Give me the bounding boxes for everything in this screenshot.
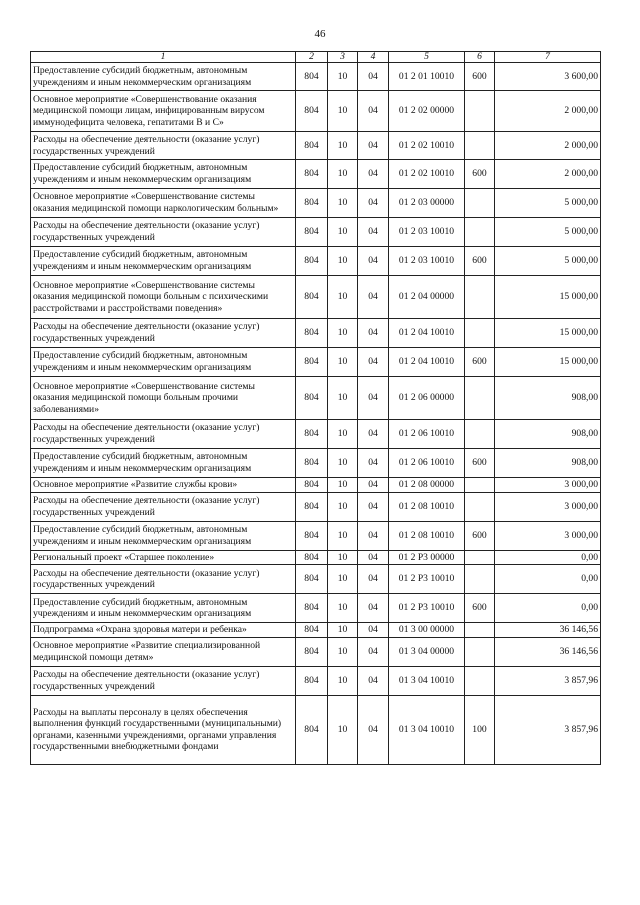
row-amount: 3 000,00 xyxy=(495,521,601,550)
row-code-subsection: 04 xyxy=(358,594,389,623)
row-code-subsection: 04 xyxy=(358,276,389,319)
row-code-target: 01 2 06 10010 xyxy=(389,420,465,449)
row-code-expense-type xyxy=(465,319,495,348)
row-code-target: 01 3 04 10010 xyxy=(389,666,465,695)
row-code-ministry: 804 xyxy=(296,449,328,478)
row-code-section: 10 xyxy=(328,449,358,478)
table-row xyxy=(31,91,601,132)
row-code-expense-type: 600 xyxy=(465,160,495,189)
row-description: Основное мероприятие «Развитие специализированной медицинской помощи детям» xyxy=(31,637,296,666)
page-number: 46 xyxy=(314,28,326,40)
row-amount: 2 000,00 xyxy=(495,132,601,160)
row-code-ministry: 804 xyxy=(296,492,328,521)
row-code-expense-type: 600 xyxy=(465,521,495,550)
row-code-section: 10 xyxy=(328,521,358,550)
row-amount: 3 857,96 xyxy=(495,695,601,764)
table-row xyxy=(31,276,601,319)
row-amount: 3 857,96 xyxy=(495,666,601,695)
row-amount: 5 000,00 xyxy=(495,218,601,247)
header-cell: 4 xyxy=(358,52,389,63)
row-code-subsection: 04 xyxy=(358,377,389,420)
row-amount: 908,00 xyxy=(495,377,601,420)
row-code-target: 01 3 04 00000 xyxy=(389,637,465,666)
row-amount: 3 000,00 xyxy=(495,492,601,521)
table-row xyxy=(31,637,601,666)
row-code-ministry: 804 xyxy=(296,521,328,550)
header-cell: 6 xyxy=(465,52,495,63)
row-code-expense-type xyxy=(465,132,495,160)
row-code-section: 10 xyxy=(328,623,358,638)
row-description: Расходы на обеспечение деятельности (оказание услуг) государственных учреждений xyxy=(31,666,296,695)
row-code-expense-type xyxy=(465,276,495,319)
row-code-target: 01 2 03 10010 xyxy=(389,218,465,247)
row-code-ministry: 804 xyxy=(296,420,328,449)
row-description: Расходы на выплаты персоналу в целях обеспечения выполнения функций государственными (муниципальными) органами, казенными учреждениями, органами управления государственными внебюджетными фондами xyxy=(31,695,296,764)
row-amount: 15 000,00 xyxy=(495,319,601,348)
row-code-expense-type: 100 xyxy=(465,695,495,764)
row-code-expense-type xyxy=(465,189,495,218)
row-code-target: 01 2 06 00000 xyxy=(389,377,465,420)
row-code-subsection: 04 xyxy=(358,449,389,478)
row-code-ministry: 804 xyxy=(296,348,328,377)
table-row xyxy=(31,521,601,550)
row-code-subsection: 04 xyxy=(358,247,389,276)
row-code-section: 10 xyxy=(328,348,358,377)
row-description: Основное мероприятие «Совершенствование системы оказания медицинской помощи наркологическим больным» xyxy=(31,189,296,218)
row-description: Расходы на обеспечение деятельности (оказание услуг) государственных учреждений xyxy=(31,492,296,521)
header-cell: 2 xyxy=(296,52,328,63)
row-code-ministry: 804 xyxy=(296,478,328,493)
table-row xyxy=(31,492,601,521)
row-code-ministry: 804 xyxy=(296,276,328,319)
row-description: Основное мероприятие «Совершенствование системы оказания медицинской помощи больным с психическими расстройствами и расстройствами поведения» xyxy=(31,276,296,319)
row-code-subsection: 04 xyxy=(358,550,389,565)
row-code-subsection: 04 xyxy=(358,91,389,132)
row-description: Основное мероприятие «Совершенствование оказания медицинской помощи лицам, инфицированным вирусом иммунодефицита человека, гепатитами В и С» xyxy=(31,91,296,132)
row-code-subsection: 04 xyxy=(358,478,389,493)
row-code-subsection: 04 xyxy=(358,637,389,666)
row-code-subsection: 04 xyxy=(358,189,389,218)
row-code-ministry: 804 xyxy=(296,91,328,132)
table-row xyxy=(31,348,601,377)
row-code-ministry: 804 xyxy=(296,160,328,189)
row-code-subsection: 04 xyxy=(358,348,389,377)
row-code-expense-type: 600 xyxy=(465,63,495,91)
row-description: Предоставление субсидий бюджетным, автономным учреждениям и иным некоммерческим организациям xyxy=(31,160,296,189)
row-code-expense-type xyxy=(465,478,495,493)
row-code-section: 10 xyxy=(328,91,358,132)
row-description: Основное мероприятие «Развитие службы крови» xyxy=(31,478,296,493)
header-cell: 5 xyxy=(389,52,465,63)
row-code-expense-type xyxy=(465,377,495,420)
row-amount: 15 000,00 xyxy=(495,348,601,377)
row-amount: 3 600,00 xyxy=(495,63,601,91)
table-row xyxy=(31,449,601,478)
row-amount: 3 000,00 xyxy=(495,478,601,493)
row-code-subsection: 04 xyxy=(358,420,389,449)
table-row xyxy=(31,478,601,493)
row-description: Расходы на обеспечение деятельности (оказание услуг) государственных учреждений xyxy=(31,420,296,449)
row-code-expense-type xyxy=(465,218,495,247)
row-code-target: 01 2 08 10010 xyxy=(389,521,465,550)
row-code-ministry: 804 xyxy=(296,594,328,623)
row-code-target: 01 3 04 10010 xyxy=(389,695,465,764)
row-code-target: 01 2 08 00000 xyxy=(389,478,465,493)
row-description: Расходы на обеспечение деятельности (оказание услуг) государственных учреждений xyxy=(31,319,296,348)
row-description: Предоставление субсидий бюджетным, автономным учреждениям и иным некоммерческим организациям xyxy=(31,594,296,623)
row-code-ministry: 804 xyxy=(296,189,328,218)
row-code-section: 10 xyxy=(328,189,358,218)
row-amount: 0,00 xyxy=(495,565,601,594)
row-code-target: 01 2 02 10010 xyxy=(389,160,465,189)
row-description: Расходы на обеспечение деятельности (оказание услуг) государственных учреждений xyxy=(31,132,296,160)
row-code-subsection: 04 xyxy=(358,521,389,550)
row-code-expense-type xyxy=(465,420,495,449)
row-code-subsection: 04 xyxy=(358,623,389,638)
row-code-section: 10 xyxy=(328,319,358,348)
budget-table xyxy=(30,51,601,765)
row-description: Предоставление субсидий бюджетным, автономным учреждениям и иным некоммерческим организациям xyxy=(31,247,296,276)
row-code-section: 10 xyxy=(328,637,358,666)
row-code-subsection: 04 xyxy=(358,565,389,594)
row-code-section: 10 xyxy=(328,377,358,420)
row-code-expense-type xyxy=(465,565,495,594)
row-code-expense-type: 600 xyxy=(465,348,495,377)
row-description: Предоставление субсидий бюджетным, автономным учреждениям и иным некоммерческим организациям xyxy=(31,521,296,550)
row-code-section: 10 xyxy=(328,695,358,764)
header-cell: 1 xyxy=(31,52,296,63)
row-code-subsection: 04 xyxy=(358,218,389,247)
row-code-expense-type xyxy=(465,623,495,638)
row-code-section: 10 xyxy=(328,63,358,91)
row-amount: 2 000,00 xyxy=(495,91,601,132)
row-description: Подпрограмма «Охрана здоровья матери и ребенка» xyxy=(31,623,296,638)
row-code-ministry: 804 xyxy=(296,132,328,160)
table-row xyxy=(31,695,601,764)
row-code-section: 10 xyxy=(328,132,358,160)
table-row xyxy=(31,420,601,449)
row-code-target: 01 2 P3 00000 xyxy=(389,550,465,565)
row-amount: 36 146,56 xyxy=(495,637,601,666)
row-amount: 908,00 xyxy=(495,420,601,449)
row-code-section: 10 xyxy=(328,420,358,449)
row-amount: 0,00 xyxy=(495,550,601,565)
row-code-target: 01 2 03 00000 xyxy=(389,189,465,218)
row-amount: 0,00 xyxy=(495,594,601,623)
row-code-expense-type: 600 xyxy=(465,594,495,623)
row-amount: 2 000,00 xyxy=(495,160,601,189)
table-row xyxy=(31,218,601,247)
row-code-expense-type xyxy=(465,666,495,695)
row-code-target: 01 2 P3 10010 xyxy=(389,565,465,594)
row-code-ministry: 804 xyxy=(296,247,328,276)
row-code-expense-type xyxy=(465,637,495,666)
row-amount: 36 146,56 xyxy=(495,623,601,638)
row-code-subsection: 04 xyxy=(358,132,389,160)
row-code-ministry: 804 xyxy=(296,550,328,565)
row-description: Региональный проект «Старшее поколение» xyxy=(31,550,296,565)
row-code-section: 10 xyxy=(328,247,358,276)
table-header-row xyxy=(31,52,601,63)
table-row xyxy=(31,666,601,695)
row-code-subsection: 04 xyxy=(358,666,389,695)
row-amount: 5 000,00 xyxy=(495,247,601,276)
row-code-expense-type: 600 xyxy=(465,449,495,478)
row-code-section: 10 xyxy=(328,276,358,319)
row-description: Расходы на обеспечение деятельности (оказание услуг) государственных учреждений xyxy=(31,218,296,247)
row-code-expense-type xyxy=(465,492,495,521)
row-description: Основное мероприятие «Совершенствование системы оказания медицинской помощи больным прочими заболеваниями» xyxy=(31,377,296,420)
row-amount: 908,00 xyxy=(495,449,601,478)
table-row xyxy=(31,132,601,160)
row-code-ministry: 804 xyxy=(296,637,328,666)
row-code-section: 10 xyxy=(328,218,358,247)
row-description: Расходы на обеспечение деятельности (оказание услуг) государственных учреждений xyxy=(31,565,296,594)
row-code-subsection: 04 xyxy=(358,160,389,189)
row-code-ministry: 804 xyxy=(296,695,328,764)
row-code-section: 10 xyxy=(328,550,358,565)
row-code-target: 01 2 04 10010 xyxy=(389,348,465,377)
row-description: Предоставление субсидий бюджетным, автономным учреждениям и иным некоммерческим организациям xyxy=(31,348,296,377)
row-code-target: 01 3 00 00000 xyxy=(389,623,465,638)
row-code-target: 01 2 03 10010 xyxy=(389,247,465,276)
row-amount: 15 000,00 xyxy=(495,276,601,319)
header-cell: 3 xyxy=(328,52,358,63)
row-code-ministry: 804 xyxy=(296,666,328,695)
row-description: Предоставление субсидий бюджетным, автономным учреждениям и иным некоммерческим организациям xyxy=(31,449,296,478)
row-code-subsection: 04 xyxy=(358,492,389,521)
row-code-target: 01 2 02 00000 xyxy=(389,91,465,132)
table-row xyxy=(31,63,601,91)
row-code-section: 10 xyxy=(328,666,358,695)
row-code-section: 10 xyxy=(328,594,358,623)
row-code-section: 10 xyxy=(328,565,358,594)
table-row xyxy=(31,594,601,623)
table-row xyxy=(31,623,601,638)
row-code-target: 01 2 P3 10010 xyxy=(389,594,465,623)
row-code-ministry: 804 xyxy=(296,623,328,638)
row-amount: 5 000,00 xyxy=(495,189,601,218)
table-row xyxy=(31,565,601,594)
row-code-ministry: 804 xyxy=(296,218,328,247)
row-code-target: 01 2 02 10010 xyxy=(389,132,465,160)
row-code-target: 01 2 08 10010 xyxy=(389,492,465,521)
row-code-target: 01 2 04 00000 xyxy=(389,276,465,319)
table-row xyxy=(31,189,601,218)
row-code-expense-type: 600 xyxy=(465,247,495,276)
row-code-section: 10 xyxy=(328,478,358,493)
table-row xyxy=(31,160,601,189)
header-cell: 7 xyxy=(495,52,601,63)
row-code-ministry: 804 xyxy=(296,565,328,594)
row-code-subsection: 04 xyxy=(358,695,389,764)
table-row xyxy=(31,319,601,348)
row-code-subsection: 04 xyxy=(358,319,389,348)
row-code-section: 10 xyxy=(328,160,358,189)
row-code-target: 01 2 06 10010 xyxy=(389,449,465,478)
row-code-ministry: 804 xyxy=(296,377,328,420)
table-row xyxy=(31,377,601,420)
row-code-target: 01 2 04 10010 xyxy=(389,319,465,348)
row-code-expense-type xyxy=(465,91,495,132)
row-code-section: 10 xyxy=(328,492,358,521)
row-code-ministry: 804 xyxy=(296,319,328,348)
row-code-ministry: 804 xyxy=(296,63,328,91)
row-description: Предоставление субсидий бюджетным, автономным учреждениям и иным некоммерческим организациям xyxy=(31,63,296,91)
row-code-target: 01 2 01 10010 xyxy=(389,63,465,91)
table-row xyxy=(31,247,601,276)
row-code-subsection: 04 xyxy=(358,63,389,91)
table-row xyxy=(31,550,601,565)
row-code-expense-type xyxy=(465,550,495,565)
